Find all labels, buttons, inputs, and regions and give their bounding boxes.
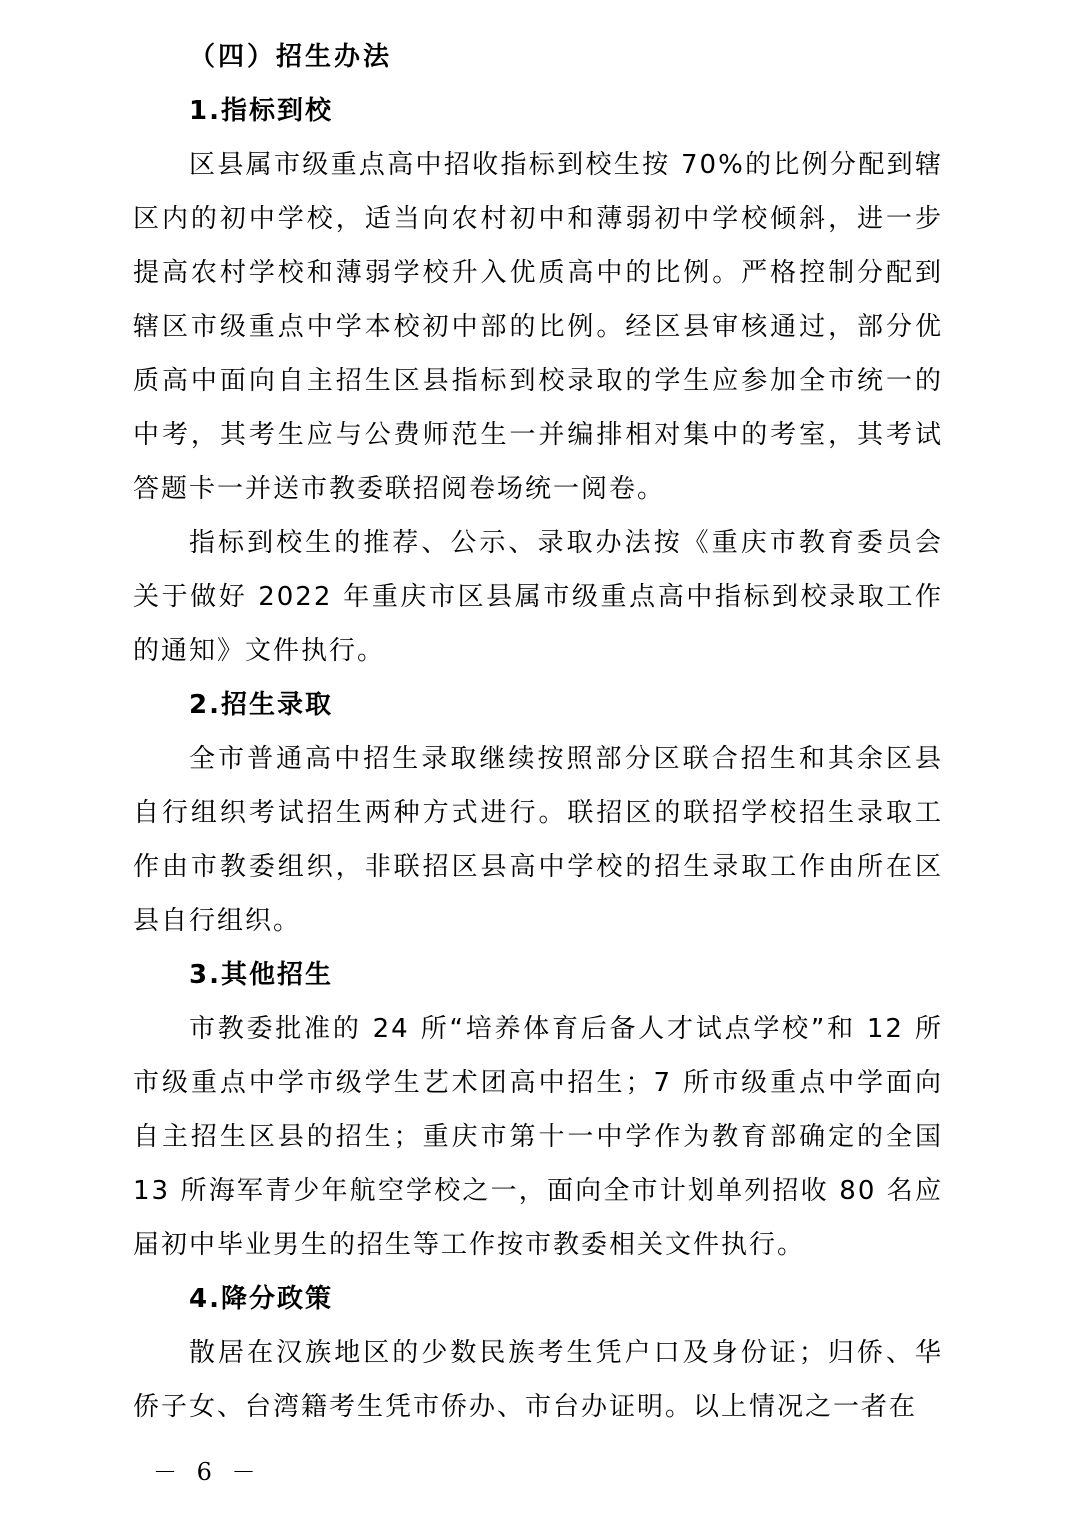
paragraph: 全市普通高中招生录取继续按照部分区联合招生和其余区县自行组织考试招生两种方式进行。联招区的联招学校招生录取工作由市教委组织，非联招区县高中学校的招生录取工作由所在区县自行组织。 (133, 744, 943, 936)
paragraph: 指标到校生的推荐、公示、录取办法按《重庆市教育委员会关于做好 2022 年重庆市区县属市级重点高中指标到校录取工作的通知》文件执行。 (133, 528, 943, 666)
paragraph: 区县属市级重点高中招收指标到校生按 70%的比例分配到辖区内的初中学校，适当向农村初中和薄弱初中学校倾斜，进一步提高农村学校和薄弱学校升入优质高中的比例。严格控制分配到辖区市级重点中学本校初中部的比例。经区县审核通过，部分优质高中面向自主招生区县指标到校录取的学生应参加全市统一的中考，其考生应与公费师范生一并编排相对集中的考室，其考试答题卡一并送市教委联招阅卷场统一阅卷。 (133, 150, 943, 504)
subsection-other-enrollment (133, 948, 943, 1272)
section-heading: （四）招生办法 (189, 42, 393, 72)
subsection-admission (133, 678, 943, 948)
paragraph: 散居在汉族地区的少数民族考生凭户口及身份证；归侨、华侨子女、台湾籍考生凭市侨办、市台办证明。以上情况之一者在 (133, 1338, 943, 1422)
subsection-heading: 3.其他招生 (189, 960, 333, 990)
subsection-quota-allocation (133, 84, 943, 678)
subsection-heading: 1.指标到校 (189, 96, 333, 126)
subsection-heading: 2.招生录取 (189, 690, 333, 720)
paragraph: 市教委批准的 24 所“培养体育后备人才试点学校”和 12 所市级重点中学市级学生艺术团高中招生；7 所市级重点中学面向自主招生区县的招生；重庆市第十一中学作为教育部确定的全国 13 所海军青少年航空学校之一，面向全市计划单列招收 80 名应届初中毕业男生的招生等工作按市教委相关文件执行。 (133, 1014, 943, 1260)
document-body (133, 30, 943, 1434)
subsection-heading: 4.降分政策 (189, 1284, 333, 1314)
subsection-score-reduction (133, 1272, 943, 1434)
page-number: － 6 － (153, 1458, 262, 1486)
